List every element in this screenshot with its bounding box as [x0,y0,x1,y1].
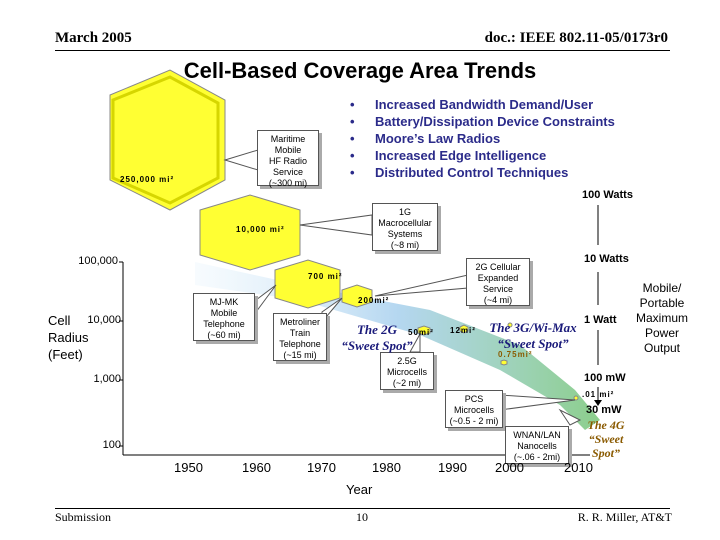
y-axis-title-line: Radius [48,330,89,345]
mobile-power-line: Power [644,326,679,340]
callout-line: Service [272,167,303,177]
callout-line: (~2 mi) [392,378,422,388]
x-tick-label: 2010 [564,460,593,475]
callout-line: 2G Cellular [475,262,521,272]
maritime-pointer [225,150,258,170]
power-30mw: 30 mW [586,404,622,416]
x-tick-label: 1980 [372,460,401,475]
cellular2g-pointer [375,275,468,296]
bullet-text: Increased Edge Intelligence [375,148,547,163]
area-label: 250,000 mi² [120,175,175,184]
callout-microcells [380,352,434,390]
callout-line: Mobile [210,308,238,318]
callout-pcs [445,390,503,428]
callout-line: Microcells [386,367,427,377]
footer-page-number: 10 [356,510,368,524]
power-100w: 100 Watts [582,189,633,201]
mobile-power-line: Mobile/ [642,281,682,295]
power-10w: 10 Watts [584,253,629,265]
callout-line: Systems [387,229,423,239]
sweet-line: Spot” [591,446,620,460]
hexagon-0-01 [574,396,578,400]
callout-line: Telephone [203,319,245,329]
callout-line: Train [289,328,311,338]
mobile-power-line: Portable [639,296,685,310]
y-tick-label: 100 [102,439,121,451]
header-doc-id: doc.: IEEE 802.11-05/0173r0 [484,30,668,46]
bullet-dot: • [350,97,355,112]
area-label: 200mi² [358,296,390,305]
area-label: 10,000 mi² [236,225,285,234]
callout-mjmk [193,293,255,341]
sweet-line: The 2G [356,322,398,337]
callout-line: (~300 mi) [268,178,308,188]
bullet-text: Increased Bandwidth Demand/User [375,97,594,112]
power-1w: 1 Watt [584,314,617,326]
callout-line: MJ-MK [209,297,239,307]
mobile-power-line: Output [643,341,681,355]
bullet-dot: • [350,114,355,129]
header-date: March 2005 [55,30,132,46]
callout-line: (~.06 - 2mi) [513,452,561,462]
callout-line: Macrocellular [378,218,432,228]
y-axis-title-line: Cell [48,313,71,328]
callout-line: Metroliner [279,317,320,327]
bullet-text: Moore’s Law Radios [375,131,501,146]
sweet-spot-2g [333,322,421,354]
callout-macrocellular [372,203,438,251]
callout-line: PCS [464,394,484,404]
callout-line: Maritime [270,134,306,144]
y-tick-label: 100,000 [78,255,118,267]
x-tick-label: 2000 [495,460,524,475]
callout-line: HF Radio [268,156,307,166]
y-axis-ticks [119,262,123,446]
callout-2g-cellular [466,258,530,306]
callout-line: Service [482,284,513,294]
bullet-text: Battery/Dissipation Device Constraints [375,114,615,129]
x-tick-label: 1990 [438,460,467,475]
callout-line: (~60 mi) [207,330,241,340]
callout-line: Expanded [477,273,519,283]
footer-author: R. R. Miller, AT&T [577,510,672,524]
area-label: .01 mi² [582,390,615,399]
sweet-line: The 4G [587,418,625,432]
callout-line: (~15 mi) [283,350,317,360]
sweet-line: “Sweet Spot” [497,336,569,351]
callout-wnan [505,426,569,464]
callout-line: Telephone [279,339,321,349]
bullet-text: Distributed Control Techniques [375,165,569,180]
callout-metroliner [273,313,327,361]
callout-line: Mobile [274,145,302,155]
callout-line: Microcells [453,405,494,415]
callout-line: 1G [398,207,411,217]
callout-maritime [257,130,319,186]
x-tick-label: 1970 [307,460,336,475]
sweet-spot-4g [578,418,634,460]
area-label: 0.75mi² [498,350,533,359]
footer-rule [55,508,670,509]
sweet-line: “Sweet [588,432,624,446]
bullet-dot: • [350,165,355,180]
bullet-dot: • [350,131,355,146]
slide-title: Cell-Based Coverage Area Trends [183,58,537,83]
y-tick-label: 1,000 [93,373,121,385]
area-label: 50mi² [408,328,434,337]
sweet-spot-3g [478,320,588,352]
callout-line: Nanocells [517,441,557,451]
area-label: 700 mi² [308,272,343,281]
x-tick-label: 1950 [174,460,203,475]
area-label: 12mi² [450,326,476,335]
mobile-power-line: Maximum [635,311,688,325]
sweet-line: The 3G/Wi-Max [489,320,577,335]
y-axis-title-line: (Feet) [48,347,83,362]
bullet-dot: • [350,148,355,163]
callout-line: (~0.5 - 2 mi) [449,416,499,426]
hexagon-700 [275,260,340,308]
callout-line: (~8 mi) [390,240,420,250]
power-100mw: 100 mW [584,372,626,384]
macro-pointer [300,215,372,235]
y-tick-label: 10,000 [87,314,121,326]
sweet-line: “Sweet Spot” [341,338,413,353]
callout-line: WNAN/LAN [513,430,561,440]
mobile-power-label [626,281,698,356]
hexagon-250000 [110,70,225,210]
x-axis-title: Year [346,482,373,497]
footer-submission: Submission [55,510,112,524]
callout-line: (~4 mi) [483,295,513,305]
x-tick-label: 1960 [242,460,271,475]
hexagon-0-75 [501,360,507,365]
callout-line: 2.5G [397,356,417,366]
